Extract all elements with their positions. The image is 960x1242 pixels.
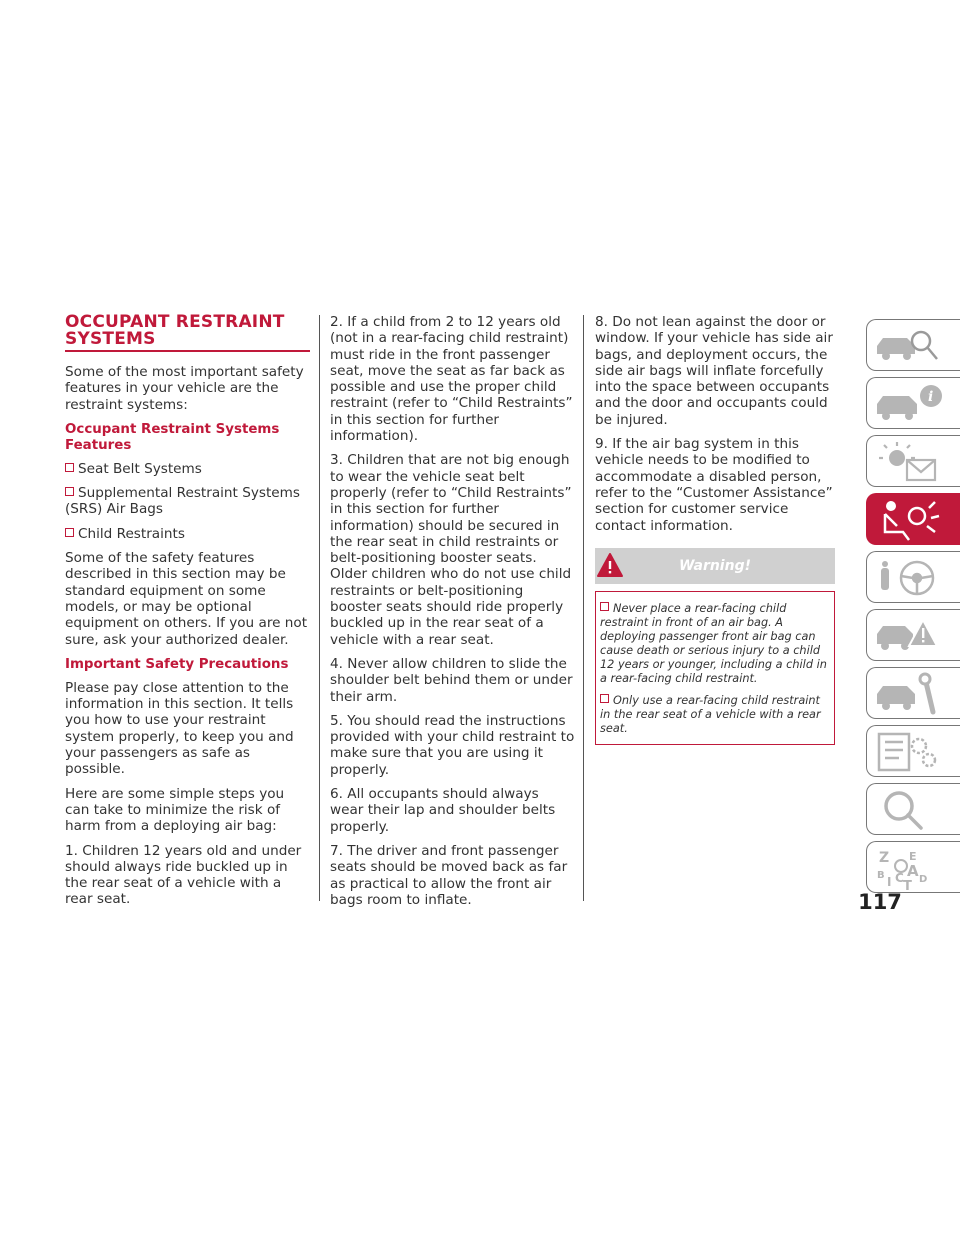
svg-text:i: i	[928, 389, 934, 405]
step-item: 7. The driver and front passenger seats should be moved back as far as practical to allow the front air bags room to inflate.	[330, 842, 568, 908]
tab-lights-message[interactable]	[866, 435, 960, 487]
car-wrench-icon	[873, 672, 953, 716]
car-warning-icon	[873, 614, 953, 658]
tab-car-search[interactable]	[866, 319, 960, 371]
svg-text:T: T	[903, 879, 912, 890]
feature-item: Child Restraints	[65, 526, 310, 542]
car-info-icon	[873, 382, 953, 426]
bullet-square-icon	[600, 694, 609, 703]
precautions-paragraph: Here are some simple steps you can take to minimize the risk of harm from a deploying air bag:	[65, 785, 285, 835]
specs-gears-icon	[873, 730, 953, 774]
tab-search[interactable]	[866, 783, 960, 835]
svg-text:D: D	[919, 874, 928, 885]
tab-index[interactable]	[866, 841, 960, 893]
tab-key-steering[interactable]	[866, 551, 960, 603]
column-1	[65, 314, 310, 916]
warning-item: Only use a rear-facing child restraint in the rear seat of a vehicle with a rear seat.	[600, 693, 821, 735]
feature-item: Supplemental Restraint Systems (SRS) Air Bags	[65, 485, 300, 518]
svg-text:A: A	[907, 862, 919, 880]
warning-triangle-icon	[595, 551, 625, 579]
magnifier-icon	[873, 788, 953, 832]
features-heading: Occupant Restraint Systems Features	[65, 421, 280, 453]
svg-text:C: C	[895, 871, 904, 885]
tab-car-wrench[interactable]	[866, 667, 960, 719]
alphabetical-index-icon	[873, 846, 953, 890]
svg-text:E: E	[909, 850, 917, 863]
step-item: 4. Never allow children to slide the shoulder belt behind them or under their arm.	[330, 655, 573, 705]
step-item: 5. You should read the instructions provided with your child restraint to make sure that you are using it properly.	[330, 712, 575, 778]
step-item: 9. If the air bag system in this vehicle needs to be modified to accommodate a disabled person, refer to the “Customer Assistance” section for customer service contact information.	[595, 436, 833, 534]
page-number: 117	[858, 890, 902, 914]
svg-text:B: B	[877, 870, 885, 881]
column-divider	[583, 315, 584, 901]
lights-message-icon	[873, 440, 953, 484]
car-search-icon	[873, 324, 953, 368]
feature-item: Seat Belt Systems	[65, 461, 310, 477]
tab-car-info[interactable]	[866, 377, 960, 429]
svg-text:Z: Z	[879, 850, 890, 866]
tab-specs-gears[interactable]	[866, 725, 960, 777]
column-divider	[319, 315, 320, 901]
bullet-square-icon	[65, 487, 74, 496]
tab-seatbelt-airbag[interactable]	[866, 493, 960, 545]
tab-car-warning[interactable]	[866, 609, 960, 661]
section-title: OCCUPANT RESTRAINT SYSTEMS	[65, 314, 310, 352]
step-item: 3. Children that are not big enough to wear the vehicle seat belt properly (refer to “Child Restraints” in this section for further information) should be secured in the rear seat in child restraints or belt-positioning booster seats. Older children who do not use child restraints or belt-positioning booster seats should ride properly buckled up in the rear seat of a vehicle with a rear seat.	[330, 452, 572, 648]
step-item: 2. If a child from 2 to 12 years old (not in a rear-facing child restraint) must ride in the front passenger seat, move the seat as far back as possible and use the proper child restraint (refer to “Child Restraints” in this section for further information).	[330, 314, 573, 445]
warning-box	[595, 591, 835, 745]
features-note: Some of the safety features described in this section may be standard equipment on some models, or may be optional equipment on others. If you are not sure, ask your authorized dealer.	[65, 550, 308, 648]
warning-title: Warning!	[679, 557, 751, 574]
svg-text:I: I	[887, 875, 892, 889]
precautions-heading: Important Safety Precautions	[65, 656, 289, 672]
column-2	[330, 314, 575, 916]
step-item: 8. Do not lean against the door or window. If your vehicle has side air bags, and deployment occurs, the side air bags will inflate forcefully into the space between occupants and the door and occupants could be injured.	[595, 314, 833, 428]
intro-paragraph: Some of the most important safety features in your vehicle are the restraint systems:	[65, 364, 304, 413]
bullet-square-icon	[65, 528, 74, 537]
seatbelt-airbag-icon	[873, 498, 953, 542]
step-item: 6. All occupants should always wear their lap and shoulder belts properly.	[330, 786, 556, 835]
warning-item: Never place a rear-facing child restraint in front of an air bag. A deploying passenger front air bag can cause death or serious injury to a child 12 years or younger, including a child in a rear-facing child restraint.	[600, 601, 827, 685]
bullet-square-icon	[65, 463, 74, 472]
step-item: 1. Children 12 years old and under should always ride buckled up in the rear seat of a vehicle with a rear seat.	[65, 842, 302, 908]
column-3	[595, 314, 835, 745]
precautions-paragraph: Please pay close attention to the information in this section. It tells you how to use your restraint system properly, to keep you and your passengers as safe as possible.	[65, 679, 294, 778]
key-steering-wheel-icon	[873, 556, 953, 600]
warning-header	[595, 548, 835, 584]
bullet-square-icon	[600, 602, 609, 611]
